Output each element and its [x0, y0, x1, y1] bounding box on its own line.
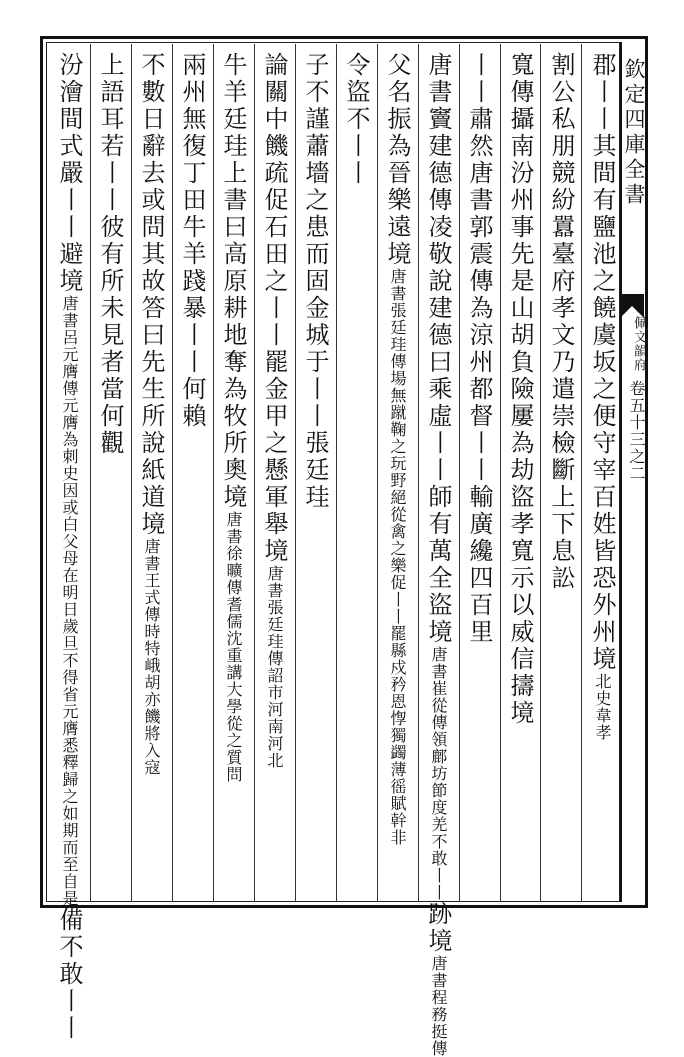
- column-rule: [131, 44, 132, 902]
- column-text: 子不謹蕭墻之患而固金城于丨丨張廷珪: [301, 52, 329, 511]
- text-column-13: [92, 52, 128, 902]
- citation: 北史韋孝: [593, 673, 612, 741]
- column-text: 寬傳攝南汾州事先是山胡負險屢為劫盜孝寬示以威信: [506, 52, 534, 673]
- headword: 道境: [137, 484, 165, 538]
- text-column-9: [256, 52, 292, 902]
- column-text: 郡丨丨其間有鹽池之饒虞坂之便守宰百姓皆恐: [588, 52, 616, 592]
- citation: 唐書程務挺傳: [429, 955, 448, 1057]
- headword: 盜境: [424, 592, 452, 646]
- column-text: 割公私朋競紛囂臺府孝文乃遣崇檢斷上下息訟: [547, 52, 575, 592]
- column-text: 唐書竇建德傳凌敬說建德曰乘虛丨丨師有萬全: [424, 52, 452, 592]
- column-text: 兩州無復丁田牛羊踐暴丨丨何賴: [178, 52, 206, 430]
- citation: 唐書呂元膺傳元膺為刺史因或白父母在明日歲旦不得省元膺悉釋歸之如期而至自是: [60, 295, 79, 907]
- headword: 州境: [588, 619, 616, 673]
- citation: 唐書徐曠傳耆儒沈重講大學從之質問: [224, 511, 243, 783]
- text-column-2: [543, 52, 579, 902]
- column-text: 備不敢丨丨: [55, 907, 83, 1042]
- column-rule: [377, 44, 378, 902]
- headword: 奧境: [219, 457, 247, 511]
- column-text: 丨丨肅然唐書郭震傳為涼州都督丨丨輸廣纔四百里: [465, 52, 493, 646]
- column-rule: [213, 44, 214, 902]
- column-text: 不數日辭去或問其故答曰先生所說: [137, 52, 165, 457]
- column-text: 父名振為晉樂: [383, 52, 411, 214]
- citation: 唐書崔從傳領鄜坊節度羌不敢丨丨: [429, 646, 448, 901]
- text-column-10: [215, 52, 251, 902]
- text-column-12: [133, 52, 169, 902]
- column-rule: [500, 44, 501, 902]
- text-column-11: [174, 52, 210, 902]
- column-rule: [90, 44, 91, 902]
- column-rule: [540, 44, 541, 902]
- fishtail-icon: [620, 294, 644, 318]
- column-text: 紙: [137, 457, 165, 484]
- column-rule: [336, 44, 337, 902]
- headword: 避境: [55, 241, 83, 295]
- headword: 跡境: [424, 901, 452, 955]
- text-column-3: [502, 52, 538, 902]
- column-text: 汾澮間式嚴丨丨: [55, 52, 83, 241]
- column-text: 上語耳若丨丨彼有所未見者當何觀: [96, 52, 124, 457]
- citation: 唐書王式傳時特峨胡亦饑將入寇: [142, 538, 161, 776]
- column-text: 牛羊廷珪上書曰高原耕地奪為牧所: [219, 52, 247, 457]
- headword: 舉境: [260, 511, 288, 565]
- column-rule: [418, 44, 419, 902]
- section-title: 佩文韻府: [631, 316, 646, 372]
- headword: 擣境: [506, 673, 534, 727]
- citation: 唐書張廷珪傳詔市河南河北: [265, 565, 284, 769]
- text-column-6: [379, 52, 415, 902]
- text-column-7: [338, 52, 374, 902]
- citation: 唐書張廷珪傳場無蹴鞠之玩野絕從禽之樂促丨丨罷縣戍矜恩惸獨蠲薄徭賦幹非: [388, 268, 407, 846]
- column-rule: [459, 44, 460, 902]
- column-rule: [254, 44, 255, 902]
- text-column-4: [461, 52, 497, 902]
- column-rule: [172, 44, 173, 902]
- volume-label: 卷五十三之二: [627, 380, 646, 482]
- column-text: 令盜不丨丨: [342, 52, 370, 187]
- text-column-14: [51, 52, 87, 1042]
- headword: 遠境: [383, 214, 411, 268]
- column-rule: [295, 44, 296, 902]
- column-text: 外: [588, 592, 616, 619]
- text-column-5: [420, 52, 456, 1057]
- column-text: 論關中饑疏促石田之丨丨罷金甲之懸軍: [260, 52, 288, 511]
- column-rule: [581, 44, 582, 902]
- book-title: 欽定四庫全書: [622, 58, 646, 208]
- text-column-8: [297, 52, 333, 902]
- text-column-1: [584, 52, 620, 902]
